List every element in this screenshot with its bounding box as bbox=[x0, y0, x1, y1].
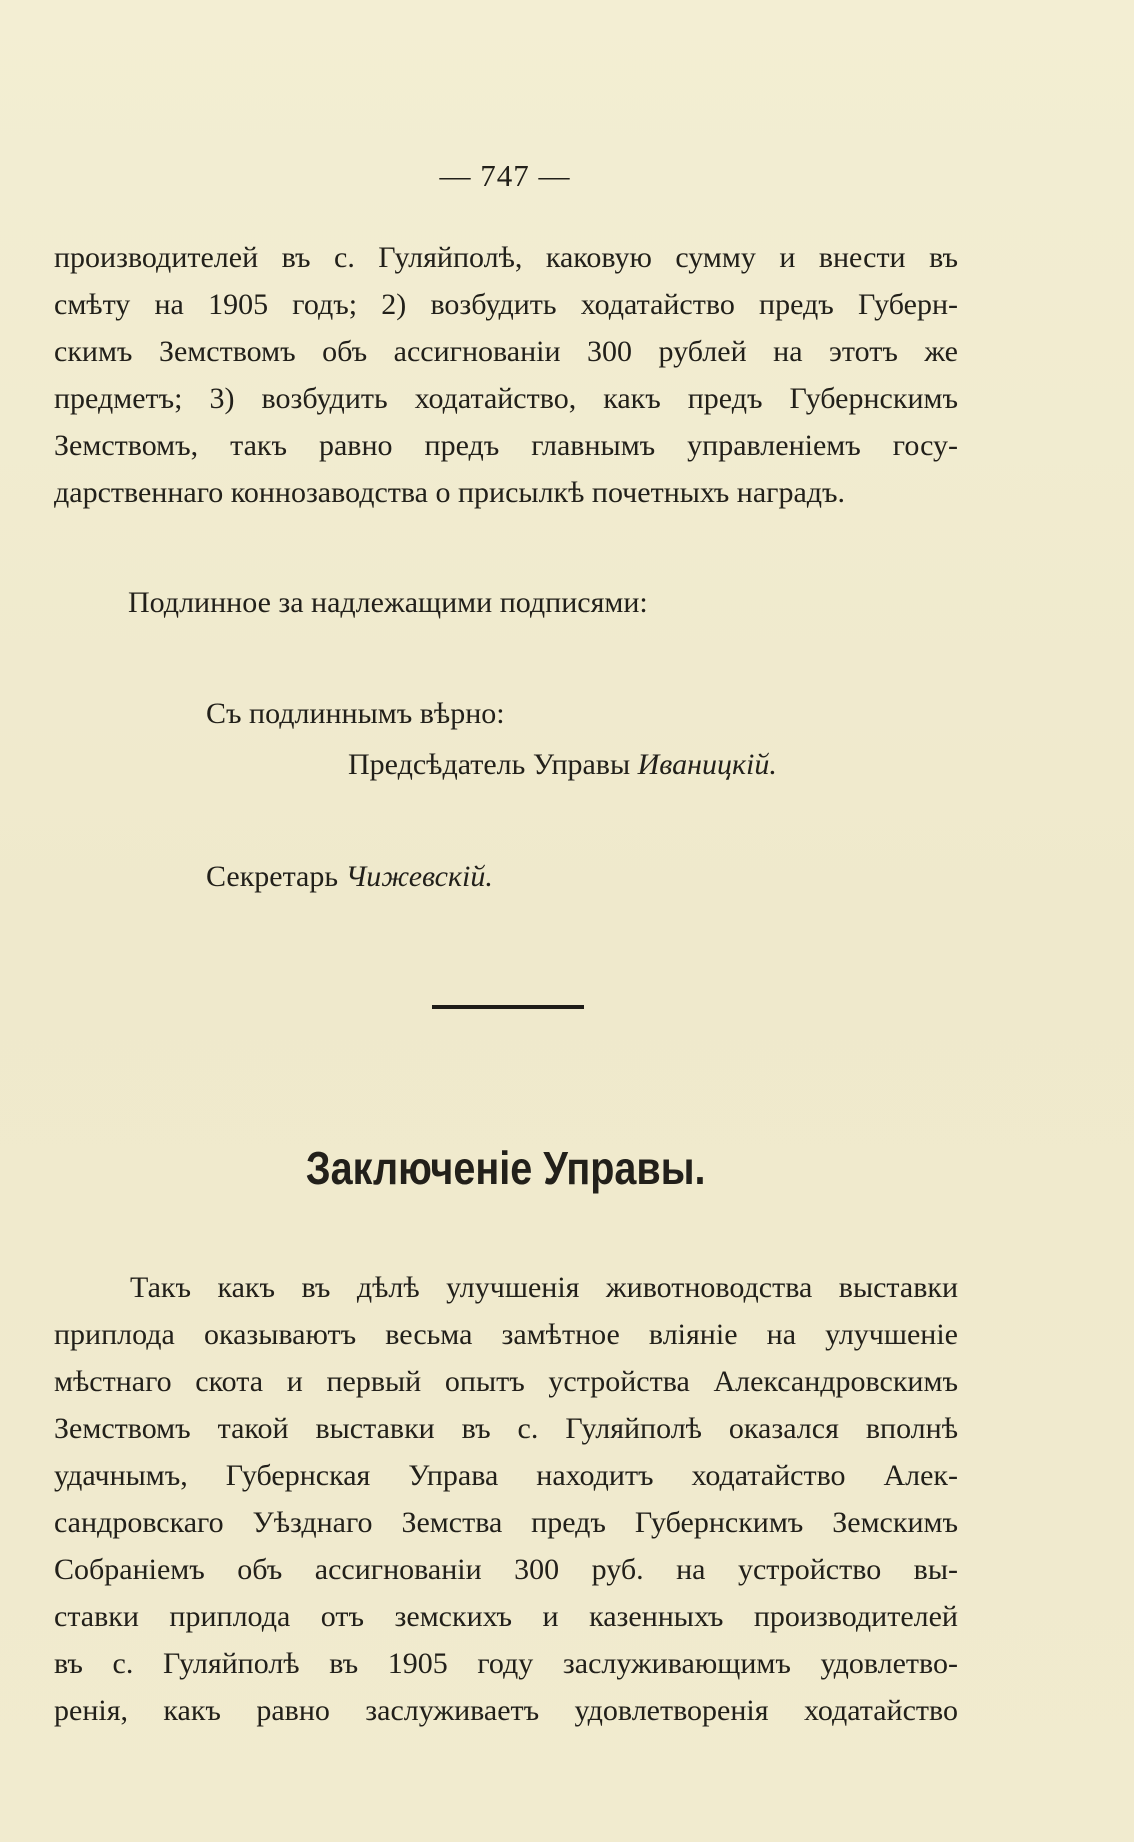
paragraph-conclusion bbox=[54, 1264, 958, 1734]
section-heading: Заключеніе Управы. bbox=[305, 1142, 706, 1194]
section-divider bbox=[432, 1005, 584, 1009]
text-line: удачнымъ, Губернская Управа находитъ ходатайство Алек- bbox=[54, 1459, 958, 1492]
text-line: приплода оказываютъ весьма замѣтное вліяніе на улучшеніе bbox=[54, 1318, 958, 1351]
text-line: Собраніемъ объ ассигнованіи 300 руб. на устройство вы- bbox=[54, 1553, 958, 1586]
text-line: сандровскаго Уѣзднаго Земства предъ Губернскимъ Земскимъ bbox=[54, 1506, 958, 1539]
text-line: скимъ Земствомъ объ ассигнованіи 300 рублей на этотъ же bbox=[54, 335, 958, 368]
original-signed-note: Подлинное за надлежащими подписями: bbox=[128, 586, 648, 619]
text-line: Земствомъ, такъ равно предъ главнымъ управленіемъ госу- bbox=[54, 429, 958, 462]
text-line: предметъ; 3) возбудить ходатайство, какъ предъ Губернскимъ bbox=[54, 382, 958, 415]
text-line: Земствомъ такой выставки въ с. Гуляйполѣ оказался вполнѣ bbox=[54, 1412, 958, 1445]
secretary-name: Чижевскій. bbox=[345, 860, 493, 893]
text-line: въ с. Гуляйполѣ въ 1905 году заслуживающимъ удовлетво- bbox=[54, 1647, 958, 1680]
chairman-title: Предсѣдатель Управы bbox=[348, 748, 631, 781]
text-line: ставки приплода отъ земскихъ и казенныхъ производителей bbox=[54, 1600, 958, 1633]
text-line: мѣстнаго скота и первый опытъ устройства Александровскимъ bbox=[54, 1365, 958, 1398]
paragraph-continuation bbox=[54, 234, 958, 516]
secretary-title: Секретарь bbox=[206, 860, 339, 893]
text-line: смѣту на 1905 годъ; 2) возбудить ходатайство предъ Губерн- bbox=[54, 288, 958, 321]
text-line: производителей въ с. Гуляйполѣ, каковую сумму и внести въ bbox=[54, 241, 958, 274]
text-line: ренія, какъ равно заслуживаетъ удовлетворенія ходатайство bbox=[54, 1694, 958, 1727]
page-number: — 747 — bbox=[439, 158, 571, 193]
secretary-signature bbox=[206, 856, 493, 898]
chairman-signature bbox=[348, 744, 777, 786]
text-line: Такъ какъ въ дѣлѣ улучшенія животноводства выставки bbox=[130, 1271, 958, 1304]
certified-true-copy: Съ подлиннымъ вѣрно: bbox=[206, 697, 505, 730]
chairman-name: Иваницкій. bbox=[637, 748, 777, 781]
text-line: дарственнаго коннозаводства о присылкѣ почетныхъ наградъ. bbox=[54, 476, 846, 509]
